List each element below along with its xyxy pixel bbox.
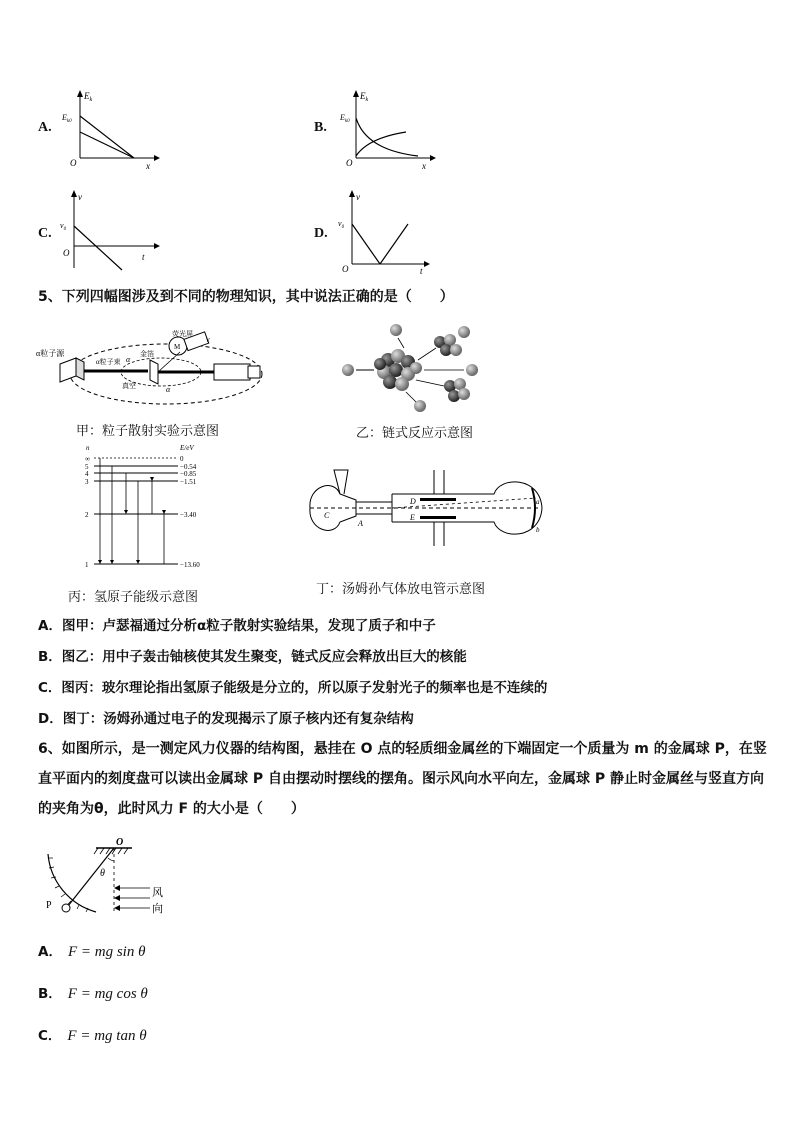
svg-text:v0: $v_0$	[60, 221, 67, 232]
svg-text:t: t	[142, 252, 145, 262]
svg-text:D: D	[410, 497, 416, 506]
energy-level-n: 2	[85, 511, 89, 519]
energy-level-e: −3.40	[180, 511, 197, 519]
q4-graph-a	[58, 88, 168, 170]
q4a-yaxis: $E_k$	[84, 91, 93, 103]
q4-graph-b	[334, 88, 444, 170]
fig-yi-chain-reaction	[336, 320, 486, 414]
svg-text:M: M	[174, 343, 181, 351]
q4-graph-c	[58, 188, 168, 274]
energy-level-e: −0.85	[180, 470, 197, 478]
q5-option-d-label: D．	[38, 711, 63, 727]
q6-option-a-label: A．	[38, 944, 62, 960]
energy-level-e: −1.51	[180, 478, 197, 486]
transition-arrowhead	[150, 477, 154, 481]
fig-bing-energy-levels	[82, 442, 214, 572]
q5-option-c[interactable]	[38, 676, 547, 696]
svg-text:a: a	[536, 498, 540, 506]
svg-text:v: v	[356, 192, 360, 202]
svg-text:E: E	[410, 513, 415, 522]
svg-text:θ: θ	[100, 868, 105, 879]
energy-level-e: 0	[180, 455, 184, 463]
svg-text:O: O	[63, 248, 70, 258]
q4-option-c-label: C.	[38, 226, 52, 241]
svg-text:金箔: 金箔	[140, 350, 154, 358]
caption-ding: 丁：汤姆孙气体放电管示意图	[316, 582, 486, 597]
energy-level-n: 1	[85, 561, 89, 569]
svg-text:Ek: $E_k$	[360, 91, 369, 103]
fig-q6-wind-meter	[38, 836, 168, 920]
energy-level-e: −13.60	[180, 561, 200, 569]
svg-text:v0: $v_0$	[338, 219, 345, 230]
energy-level-n: ∞	[85, 455, 90, 463]
transition-arrowhead	[162, 510, 166, 514]
svg-text:O: O	[346, 158, 353, 168]
svg-text:n: n	[86, 444, 90, 452]
q5-option-b-label: B．	[38, 649, 62, 665]
q4-option-a-label: A.	[38, 120, 52, 135]
caption-yi: 乙：链式反应示意图	[356, 426, 474, 441]
svg-text:α粒子源: α粒子源	[36, 349, 65, 358]
svg-text:b: b	[536, 526, 540, 534]
q6-option-c-formula: F = mg tan θ	[67, 1028, 147, 1044]
q5-option-d-text: 图丁：汤姆孙通过电子的发现揭示了原子核内还有复杂结构	[62, 711, 414, 727]
svg-text:C: C	[324, 511, 330, 520]
svg-text:真空: 真空	[122, 382, 136, 390]
q4a-y0: $E_{k0}$	[62, 113, 72, 124]
fig-ding-discharge-tube	[304, 464, 548, 552]
svg-text:Ek0: $E_{k0}$	[340, 113, 350, 124]
q6-stem-line3: 的夹角为θ，此时风力 F 的大小是（ ）	[38, 801, 305, 817]
svg-text:v: v	[78, 192, 82, 202]
q5-option-a-label: A．	[38, 618, 62, 634]
q6-option-b[interactable]	[38, 982, 148, 1003]
svg-text:α: α	[126, 355, 131, 364]
q5-option-b[interactable]	[38, 645, 467, 665]
svg-text:荧光屏: 荧光屏	[172, 330, 193, 338]
q6-option-a-formula: F = mg sin θ	[67, 944, 146, 960]
svg-text:α: α	[166, 385, 171, 394]
q5-option-b-text: 图乙：用中子轰击铀核使其发生聚变，链式反应会释放出巨大的核能	[61, 649, 467, 665]
q6-option-a[interactable]	[38, 940, 145, 961]
q5-option-a-text: 图甲：卢瑟福通过分析α粒子散射实验结果，发现了质子和中子	[61, 618, 436, 634]
energy-level-n: 3	[85, 478, 89, 486]
svg-text:风: 风	[152, 887, 163, 899]
svg-text:E/eV: E/eV	[180, 444, 194, 452]
q5-option-d[interactable]	[38, 707, 414, 727]
q6-stem-line1: 6、如图所示，是一测定风力仪器的结构图，悬挂在 O 点的轻质细金属丝的下端固定一个质量为 m 的金属球 P，在竖	[38, 741, 767, 757]
caption-jia: 甲：粒子散射实验示意图	[76, 424, 220, 439]
q5-stem: 5、下列四幅图涉及到不同的物理知识，其中说法正确的是（ ）	[38, 289, 454, 305]
svg-text:O: O	[116, 837, 124, 848]
q6-option-b-label: B．	[38, 986, 62, 1002]
q5-option-c-label: C．	[38, 680, 62, 696]
svg-text:v: v	[206, 335, 210, 344]
q6-stem-line2: 直平面内的刻度盘可以读出金属球 P 自由摆动时摆线的摆角。图示风向水平向左，金属球 P 静止时金属丝与竖直方向	[38, 771, 765, 787]
q4a-xaxis: x	[146, 161, 150, 170]
transition-arrowhead	[136, 560, 140, 564]
svg-text:O: O	[342, 264, 349, 274]
transition-arrowhead	[124, 510, 128, 514]
energy-level-n: 4	[85, 470, 89, 478]
transition-arrowhead	[110, 560, 114, 564]
fig-jia-alpha-scattering	[36, 326, 268, 418]
caption-bing: 丙：氢原子能级示意图	[68, 590, 199, 605]
svg-text:α粒子束: α粒子束	[96, 358, 121, 366]
svg-text:t: t	[420, 266, 423, 274]
energy-level-n: 5	[85, 463, 89, 471]
q6-stem	[38, 734, 768, 824]
q5-option-a[interactable]	[38, 614, 436, 634]
q6-option-b-formula: F = mg cos θ	[67, 986, 148, 1002]
q5-option-c-text: 图丙：玻尔理论指出氢原子能级是分立的，所以原子发射光子的频率也是不连续的	[61, 680, 548, 696]
svg-text:P: P	[46, 900, 52, 911]
energy-level-e: −0.54	[180, 463, 197, 471]
q6-option-c[interactable]	[38, 1024, 147, 1045]
svg-text:向: 向	[152, 903, 163, 915]
q6-option-c-label: C．	[38, 1028, 62, 1044]
q4a-origin: O	[70, 158, 77, 168]
q4-option-b-label: B.	[314, 120, 327, 135]
svg-text:x: x	[422, 161, 426, 170]
svg-text:A: A	[358, 519, 363, 528]
q4-option-d-label: D.	[314, 226, 328, 241]
q4-graph-d	[334, 188, 444, 274]
transition-arrowhead	[98, 560, 102, 564]
